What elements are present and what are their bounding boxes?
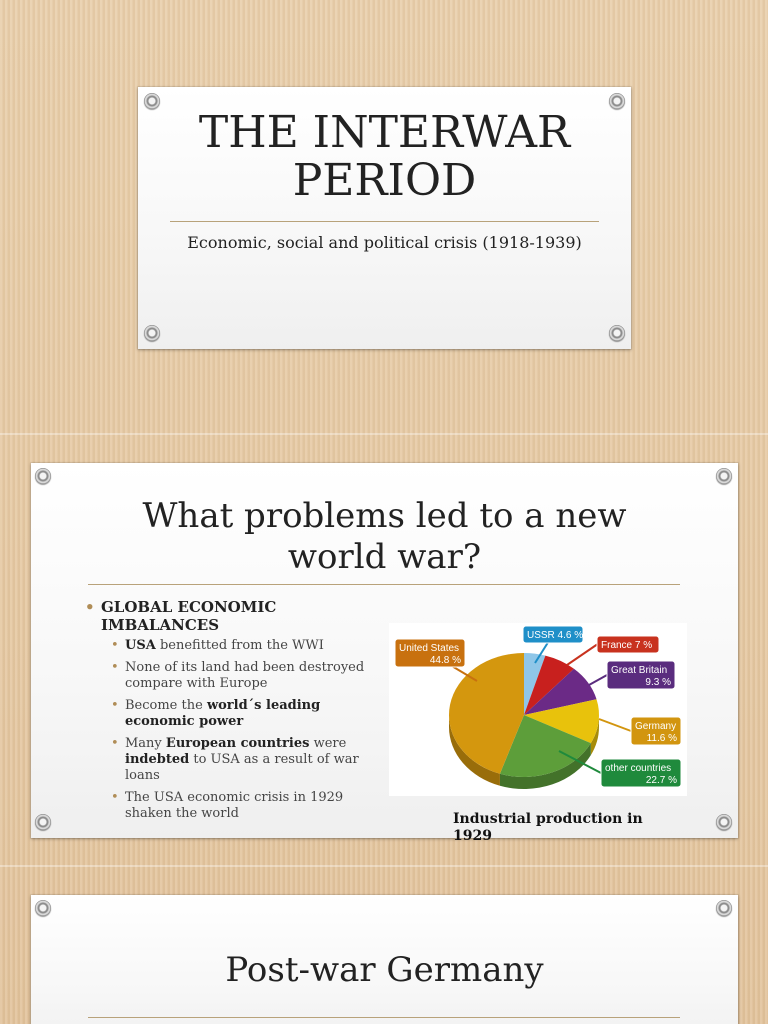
pie-label: Great Britain	[611, 665, 668, 676]
slide-problems-card	[31, 463, 738, 844]
pushpin-icon	[35, 468, 51, 484]
list-item	[111, 638, 385, 654]
pushpin-icon	[716, 468, 732, 484]
chart-caption-line1: Industrial production in	[453, 811, 643, 827]
callout-line	[599, 719, 631, 731]
pie-label: 9.3 %	[645, 677, 671, 688]
pushpin-icon	[35, 900, 51, 916]
pie-label: USSR 4.6 %	[527, 630, 584, 641]
main-bullet-line1: • GLOBAL ECONOMIC	[101, 598, 277, 616]
pie-label: 11.6 %	[646, 733, 677, 744]
slide-title-line2: PERIOD	[292, 155, 477, 206]
pushpin-icon	[144, 325, 160, 341]
list-item	[111, 698, 385, 730]
list-item	[111, 790, 385, 822]
title-divider	[88, 1017, 680, 1018]
pie-label: 22.7 %	[645, 775, 677, 786]
slide-title-card	[138, 87, 631, 349]
sub-bullet-list	[111, 638, 385, 822]
bullet-bold-text: indebted	[125, 752, 190, 767]
pie-chart	[389, 623, 687, 796]
title-divider	[88, 584, 680, 585]
bullet-text: were	[309, 736, 347, 751]
slide-separator	[0, 865, 768, 867]
bullet-text: Many	[125, 736, 166, 751]
bullet-text: The USA economic crisis in 1929 shaken the world	[125, 790, 344, 821]
pie-label: 44.8 %	[429, 655, 461, 666]
slide-subtitle: Economic, social and political crisis (1918-1939)	[187, 233, 582, 252]
main-bullet-line2: IMBALANCES	[101, 616, 220, 634]
pushpin-icon	[144, 93, 160, 109]
bullet-bold-text: European countries	[165, 736, 310, 751]
bullet-bold-text: world´s leading economic power	[125, 698, 321, 729]
main-bullet	[85, 598, 385, 634]
slide-title: Post-war Germany	[225, 950, 544, 990]
list-item	[111, 660, 385, 692]
slide-title-line1: THE INTERWAR	[198, 107, 571, 158]
slide-title	[138, 109, 631, 205]
pie-chart-svg	[389, 623, 687, 796]
bullet-list	[85, 598, 385, 828]
pie-label: other countries	[605, 763, 672, 774]
chart-caption-line2: 1929	[453, 828, 492, 844]
slide-title-line2: world war?	[287, 537, 482, 577]
list-item	[111, 736, 385, 784]
pushpin-icon	[609, 325, 625, 341]
pushpin-icon	[716, 814, 732, 830]
pie-label: France 7 %	[601, 640, 653, 651]
bullet-text: None of its land had been destroyed compare with Europe	[125, 660, 365, 691]
pie-label: Germany	[635, 721, 677, 732]
slide-separator	[0, 433, 768, 435]
pie-label: United States	[399, 643, 460, 654]
pushpin-icon	[716, 900, 732, 916]
bullet-text: to USA as a result of war loans	[125, 752, 359, 783]
slide-title-line1: What problems led to a new	[142, 496, 627, 536]
slide-title	[31, 496, 738, 578]
pushpin-icon	[609, 93, 625, 109]
callout-line	[567, 645, 597, 666]
chart-caption	[453, 811, 693, 845]
slide-germany-card	[31, 895, 738, 1024]
bullet-text: benefitted from the WWI	[155, 638, 324, 653]
title-divider	[170, 221, 599, 222]
bullet-bold-text: USA	[125, 638, 156, 653]
pushpin-icon	[35, 814, 51, 830]
callout-line	[589, 675, 607, 685]
bullet-text: Become the	[125, 698, 207, 713]
